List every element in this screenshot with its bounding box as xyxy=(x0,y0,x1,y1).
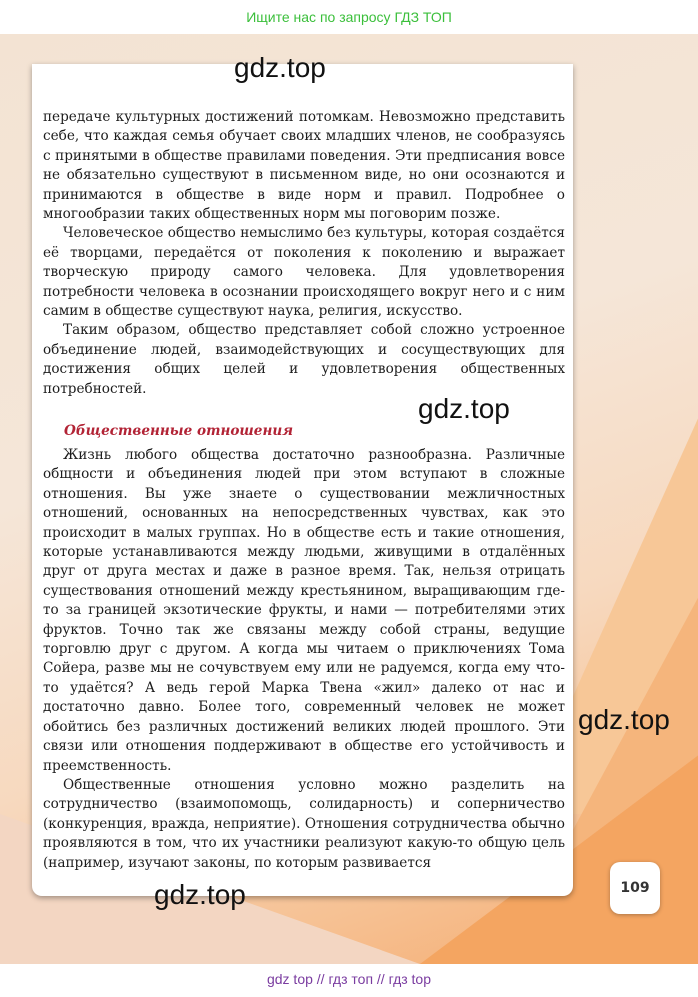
paragraph: передаче культурных достижений потомкам. Невозможно представить себе, что каждая семья обучает своих младших членов, не сообразуясь с принятыми в обществе правилами поведения. Эти предписания вовсе не обязательно существуют в письменном виде, но они осознаются и принимаются в обществе в виде норм и правил. Подробнее о многообразии таких общественных норм мы поговорим позже. xyxy=(43,109,565,223)
watermark: gdz.top xyxy=(154,879,246,910)
footer-links[interactable]: gdz top // гдз топ // гдз top xyxy=(0,964,698,997)
page-number: 109 xyxy=(610,862,660,914)
text-block-2 xyxy=(43,446,565,873)
watermark: gdz.top xyxy=(418,393,510,424)
paragraph: Общественные отношения условно можно разделить на сотрудничество (взаимопомощь, солидарность) и соперничество (конкуренция, вражда, неприятие). Отношения сотрудничества обычно проявляются в том, что их участники реализуют какую-то общую цель (например, изучают законы, по которым развивается xyxy=(43,776,565,871)
top-banner[interactable]: Ищите нас по запросу ГДЗ ТОП xyxy=(0,0,698,34)
paragraph: Жизнь любого общества достаточно разнообразна. Различные общности и объединения людей при этом вступают в сложные отношения. Вы уже знаете о существовании межличностных отношений, основанных на непосредственных чувствах, как это происходит в малых группах. Но в обществе есть и такие отношения, которые устанавливаются между людьми, живущими в отдалённых друг от друга местах и даже в разное время. Так, нельзя отрицать существования отношений между крестьянином, выращивающим где-то за границей экзотические фрукты, и нами — потребителями этих фруктов. Точно так же связаны между собой страны, ведущие торговлю друг с другом. А когда мы читаем о приключениях Тома Сойера, разве мы не сочувствуем ему или не радуемся, когда ему что-то удаётся? А ведь герой Марка Твена «жил» далеко от нас и достаточно давно. Более того, современный человек не может обойтись без различных достижений великих людей прошлого. Эти связи или отношения поддерживают в обществе его устойчивость и преемственность. xyxy=(43,447,565,774)
section-heading: Общественные отношения xyxy=(64,423,294,439)
watermark: gdz.top xyxy=(578,704,670,735)
watermark: gdz.top xyxy=(234,52,326,83)
text-block-1 xyxy=(43,108,565,399)
paragraph: Человеческое общество немыслимо без культуры, которая создаётся её творцами, передаётся от поколения к поколению и выражает творческую природу самого человека. Для удовлетворения потребности человека в осознании происходящего вокруг него и с ним самим в обществе существуют наука, религия, искусство. xyxy=(43,225,565,320)
paragraph: Таким образом, общество представляет собой сложно устроенное объединение людей, взаимодействующих и сосуществующих для достижения общих целей и удовлетворения общественных потребностей. xyxy=(43,322,565,397)
